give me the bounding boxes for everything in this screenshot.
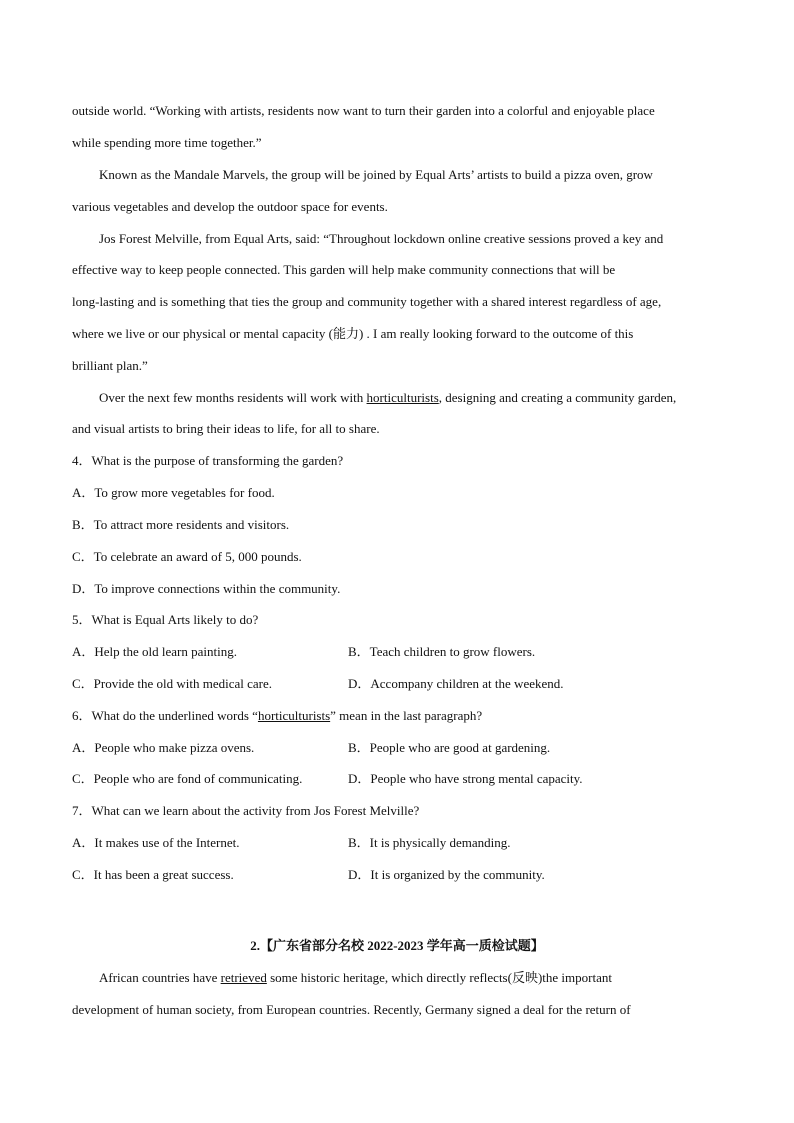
option-c: C．It has been a great success. [72, 867, 234, 882]
passage-line: various vegetables and develop the outdoor space for events. [72, 199, 388, 214]
option-d: D．Accompany children at the weekend. [348, 676, 564, 691]
option-a: A．Help the old learn painting. [72, 644, 237, 659]
option-b: B．To attract more residents and visitors. [72, 517, 290, 532]
passage-line: and visual artists to bring their ideas to life, for all to share. [72, 421, 380, 436]
passage-line: while spending more time together.” [72, 135, 262, 150]
passage-line: effective way to keep people connected. This garden will help make community connections that will be [72, 262, 616, 277]
option-b: B．It is physically demanding. [348, 835, 511, 850]
passage-line: development of human society, from European countries. Recently, Germany signed a deal for the return of [72, 1002, 631, 1017]
option-c: C．Provide the old with medical care. [72, 676, 273, 691]
text-run: African countries have [99, 970, 221, 985]
passage-line: Jos Forest Melville, from Equal Arts, said: “Throughout lockdown online creative sessions proved a key and [99, 231, 664, 246]
underlined-word: horticulturists [366, 390, 439, 405]
option-a: A．It makes use of the Internet. [72, 835, 240, 850]
option-c: C．To celebrate an award of 5, 000 pounds. [72, 549, 302, 564]
text-run: ” mean in the last paragraph? [330, 708, 483, 723]
option-d: D．It is organized by the community. [348, 867, 545, 882]
section-heading: 2.【广东省部分名校 2022-2023 学年高一质检试题】 [250, 938, 544, 953]
question-stem: 4．What is the purpose of transforming the garden? [72, 453, 344, 468]
text-run: 6．What do the underlined words “ [72, 708, 258, 723]
underlined-word: retrieved [220, 970, 267, 985]
text-run: , designing and creating a community garden, [438, 390, 677, 405]
option-d: D．People who have strong mental capacity. [348, 771, 583, 786]
passage-line [99, 970, 612, 986]
passage-line: brilliant plan.” [72, 358, 148, 373]
question-stem [72, 708, 482, 724]
option-b: B．People who are good at gardening. [348, 740, 551, 755]
passage-line [99, 390, 676, 406]
passage-line: outside world. “Working with artists, residents now want to turn their garden into a colorful and enjoyable place [72, 103, 655, 118]
option-c: C．People who are fond of communicating. [72, 771, 303, 786]
question-stem: 7．What can we learn about the activity from Jos Forest Melville? [72, 803, 420, 818]
option-a: A．People who make pizza ovens. [72, 740, 255, 755]
text-run: Over the next few months residents will work with [99, 390, 367, 405]
underlined-word: horticulturists [257, 708, 331, 723]
option-d: D．To improve connections within the community. [72, 581, 341, 596]
option-b: B．Teach children to grow flowers. [348, 644, 536, 659]
passage-line: long-lasting and is something that ties the group and community together with a shared interest regardless of age, [72, 294, 662, 309]
passage-line: where we live or our physical or mental capacity (能力) . I am really looking forward to the outcome of this [72, 326, 634, 341]
option-a: A．To grow more vegetables for food. [72, 485, 275, 500]
text-run: some historic heritage, which directly reflects(反映)the important [266, 970, 612, 985]
question-stem: 5．What is Equal Arts likely to do? [72, 612, 259, 627]
passage-line: Known as the Mandale Marvels, the group will be joined by Equal Arts’ artists to build a pizza oven, grow [99, 167, 653, 182]
